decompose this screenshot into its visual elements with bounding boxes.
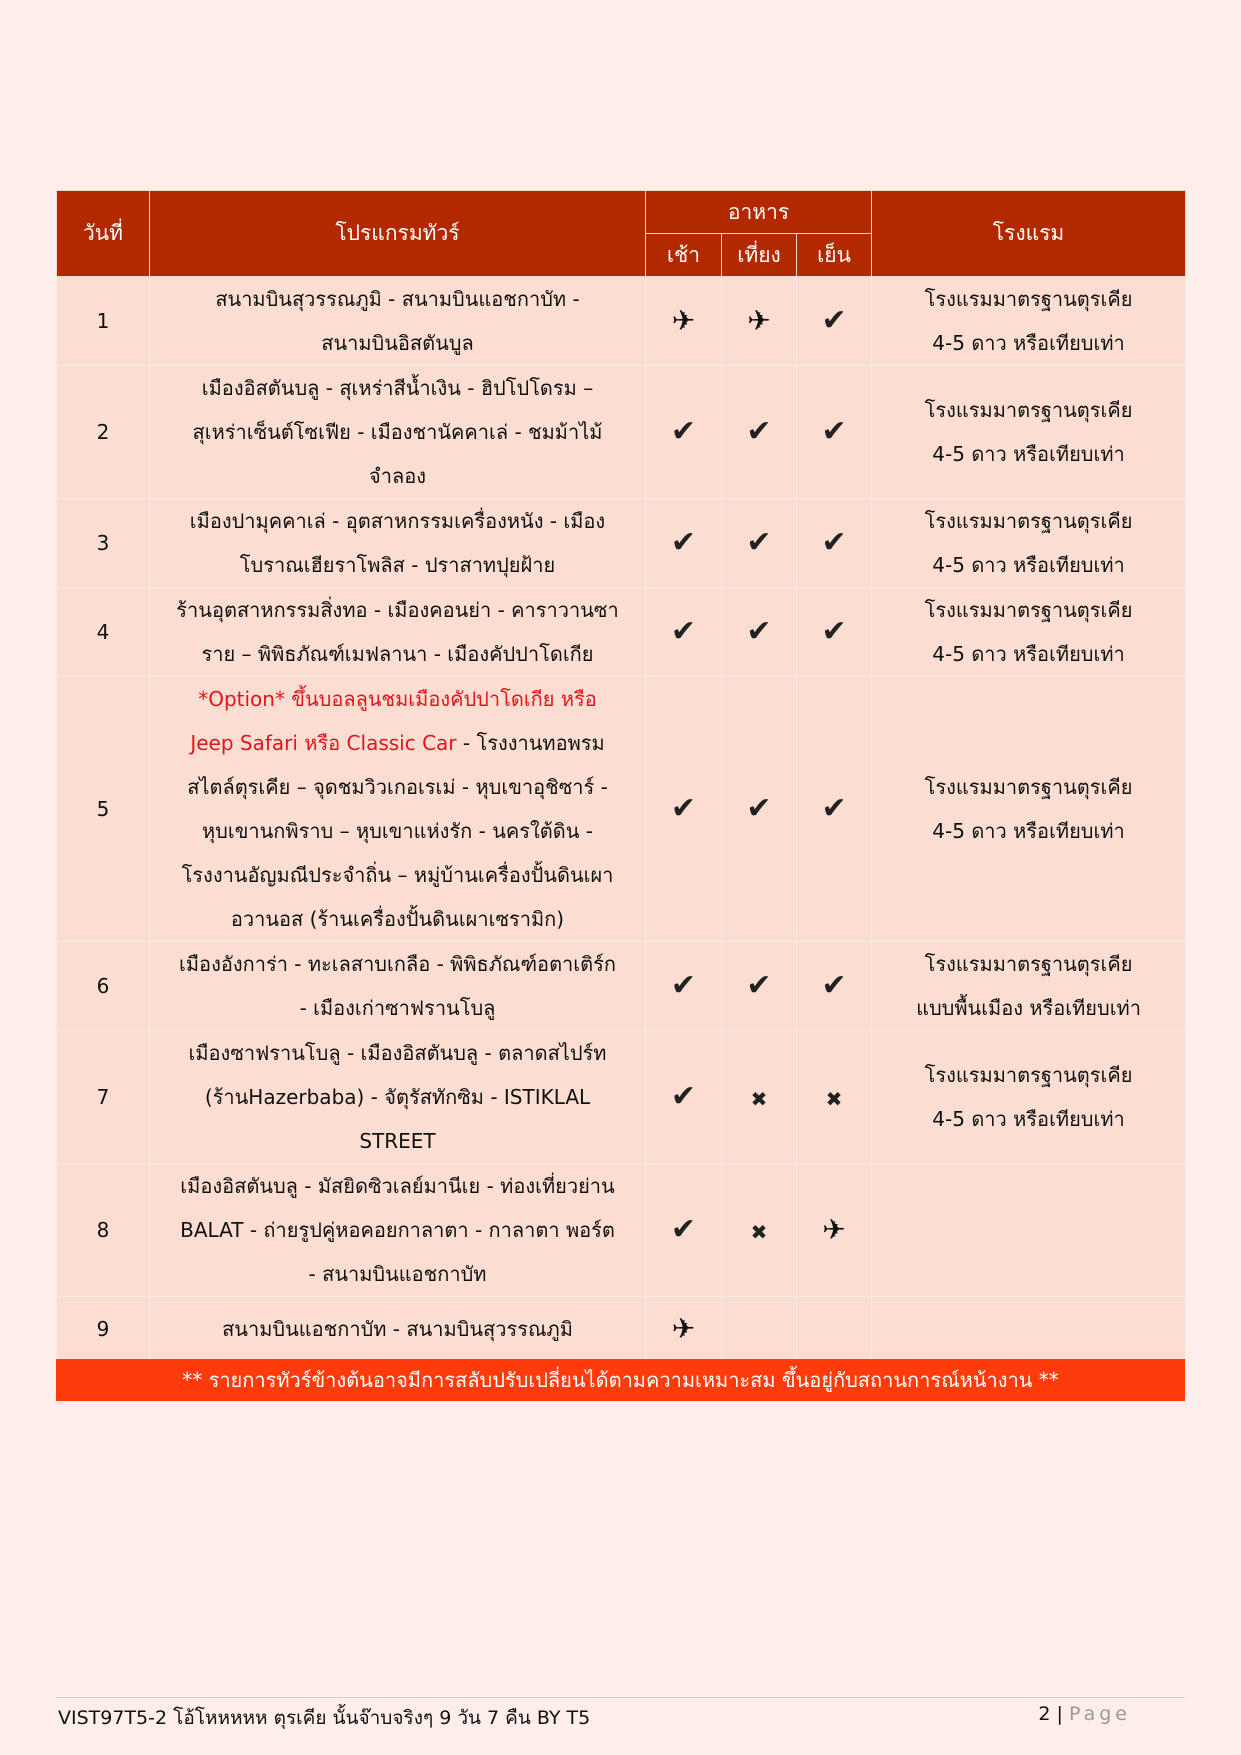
cross-icon: ✖ [750,1220,768,1244]
day-number: 6 [57,942,150,1031]
check-icon: ✔ [670,791,697,826]
check-icon: ✔ [821,525,847,560]
table-row [57,1164,1186,1297]
program-line: เมืองอิสตันบลู - สุเหร่าสีน้ำเงิน - ฮิปโปโดรม – [201,376,594,400]
hotel-line: 4-5 ดาว หรือเทียบเท่า [932,442,1125,466]
meal-dinner [797,277,872,366]
table-row [57,588,1186,677]
meal-lunch [722,277,797,366]
check-icon: ✔ [746,968,772,1003]
hotel-line: โรงแรมมาตรฐานตุรเคีย [924,775,1133,799]
header-dinner: เย็น [797,234,872,277]
day-number: 9 [57,1297,150,1361]
option-text: Jeep Safari หรือ Classic Car [190,731,457,755]
meal-lunch [722,1164,797,1297]
page-number: 2 [1038,1703,1051,1725]
program-cell [150,1164,646,1297]
meal-lunch [722,588,797,677]
check-icon: ✔ [821,414,847,449]
header-breakfast: เช้า [646,234,722,277]
program-line: โรงงานอัญมณีประจำถิ่น – หมู่บ้านเครื่องปั้นดินเผา [181,863,614,887]
header-hotel: โรงแรม [872,191,1186,277]
header-program: โปรแกรมทัวร์ [150,191,646,277]
check-icon: ✔ [821,968,847,1003]
day-number: 3 [57,499,150,588]
table-row [57,677,1186,942]
program-line: โบราณเฮียราโพลิส - ปราสาทปุยฝ้าย [239,553,556,577]
check-icon: ✔ [670,968,697,1003]
cross-icon: ✖ [750,1087,768,1111]
meal-dinner [797,1031,872,1164]
day-number: 5 [57,677,150,942]
program-line: - เมืองเก่าซาฟรานโบลู [299,996,496,1020]
meal-lunch [722,942,797,1031]
program-cell [150,1031,646,1164]
meal-lunch [722,1031,797,1164]
day-number: 1 [57,277,150,366]
meal-breakfast [646,942,722,1031]
program-line: สไตล์ตุรเคีย – จุดชมวิวเกอเรเม่ - หุบเขาอุชิซาร์ - [187,775,608,799]
hotel-cell [872,942,1186,1031]
meal-dinner [797,1297,872,1361]
hotel-line: 4-5 ดาว หรือเทียบเท่า [932,819,1125,843]
hotel-line: โรงแรมมาตรฐานตุรเคีย [924,1063,1133,1087]
header-day: วันที่ [57,191,150,277]
program-text: - โรงงานทอพรม [456,731,605,755]
program-cell [150,588,646,677]
check-icon: ✔ [746,791,772,826]
program-line: (ร้านHazerbaba) - จัตุรัสทักซิม - ISTIKLAL [204,1085,591,1109]
page-indicator [1038,1703,1131,1725]
program-line: สนามบินสุวรรณภูมิ - สนามบินแอชกาบัท - [215,287,580,311]
cross-icon: ✖ [825,1087,843,1111]
hotel-cell [872,366,1186,499]
check-icon: ✔ [821,614,847,649]
meal-dinner [797,677,872,942]
check-icon: ✔ [670,525,697,560]
day-number: 2 [57,366,150,499]
day-number: 7 [57,1031,150,1164]
hotel-line: โรงแรมมาตรฐานตุรเคีย [924,598,1133,622]
plane-icon: ✈ [671,304,696,337]
table-row [57,277,1186,366]
check-icon: ✔ [746,525,772,560]
program-line: เมืองอังการ่า - ทะเลสาบเกลือ - พิพิธภัณฑ์อตาเติร์ก [179,952,616,976]
program-line: สนามบินอิสตันบูล [321,331,474,355]
hotel-cell [872,499,1186,588]
check-icon: ✔ [670,614,697,649]
day-number: 8 [57,1164,150,1297]
check-icon: ✔ [670,1079,697,1114]
plane-icon: ✈ [747,304,771,337]
program-cell [150,366,646,499]
program-line: สนามบินแอชกาบัท - สนามบินสุวรรณภูมิ [222,1316,573,1341]
meal-breakfast [646,366,722,499]
meal-breakfast [646,277,722,366]
program-line: STREET [359,1129,436,1153]
hotel-cell [872,1164,1186,1297]
option-text: *Option* ขึ้นบอลลูนชมเมืองคัปปาโดเกีย หรือ [198,687,597,711]
page-label: Page [1069,1703,1131,1725]
program-line [160,721,635,765]
hotel-line: โรงแรมมาตรฐานตุรเคีย [924,398,1133,422]
program-line: เมืองปามุคคาเล่ - อุตสาหกรรมเครื่องหนัง - เมือง [189,509,606,533]
meal-dinner [797,588,872,677]
program-line: ราย – พิพิธภัณฑ์เมฟลานา - เมืองคัปปาโดเกีย [201,642,594,666]
check-icon: ✔ [821,303,847,338]
hotel-cell [872,588,1186,677]
program-line: เมืองซาฟรานโบลู - เมืองอิสตันบลู - ตลาดสไปร์ท [188,1041,607,1065]
program-line: อวานอส (ร้านเครื่องปั้นดินเผาเซรามิก) [230,907,565,931]
program-cell [150,942,646,1031]
program-line: เมืองอิสตันบลู - มัสยิดซิวเลย์มานีเย - ท่องเที่ยวย่าน [180,1174,615,1198]
hotel-line: โรงแรมมาตรฐานตุรเคีย [924,287,1133,311]
meal-dinner [797,366,872,499]
program-cell [150,277,646,366]
hotel-line: 4-5 ดาว หรือเทียบเท่า [932,553,1125,577]
notice-bar: ** รายการทัวร์ข้างต้นอาจมีการสลับปรับเปลี่ยนได้ตามความเหมาะสม ขึ้นอยู่กับสถานการณ์หน้างาน ** [56,1359,1185,1401]
table-row [57,1031,1186,1164]
meal-breakfast [646,1164,722,1297]
header-meals: อาหาร [646,191,872,234]
check-icon: ✔ [821,791,847,826]
meal-lunch [722,1297,797,1361]
check-icon: ✔ [746,614,772,649]
hotel-line: โรงแรมมาตรฐานตุรเคีย [924,952,1133,976]
hotel-cell [872,1297,1186,1361]
meal-lunch [722,366,797,499]
day-number: 4 [57,588,150,677]
meal-breakfast [646,1297,722,1361]
meal-dinner [797,1164,872,1297]
program-line: ร้านอุตสาหกรรมสิ่งทอ - เมืองคอนย่า - คาราวานซา [176,598,619,622]
meal-lunch [722,677,797,942]
hotel-line: 4-5 ดาว หรือเทียบเท่า [932,642,1125,666]
program-cell [150,499,646,588]
table-row [57,499,1186,588]
program-cell [150,677,646,942]
meal-breakfast [646,588,722,677]
table-row [57,942,1186,1031]
hotel-line: 4-5 ดาว หรือเทียบเท่า [932,1107,1125,1131]
hotel-cell [872,277,1186,366]
program-line: - สนามบินแอชกาบัท [308,1262,487,1286]
meal-breakfast [646,1031,722,1164]
itinerary-table [56,190,1186,1361]
meal-breakfast [646,677,722,942]
hotel-cell [872,677,1186,942]
footer-title: VIST97T5-2 โอ้โหหหหห ตุรเคีย นั้นจ๊าบจริงๆ 9 วัน 7 คืน BY T5 [58,1707,591,1729]
page-separator: | [1056,1703,1063,1725]
table-row [57,1297,1186,1361]
hotel-line: โรงแรมมาตรฐานตุรเคีย [924,509,1133,533]
program-cell [150,1297,646,1361]
hotel-line: แบบพื้นเมือง หรือเทียบเท่า [916,996,1141,1020]
header-lunch: เที่ยง [722,234,797,277]
hotel-cell [872,1031,1186,1164]
check-icon: ✔ [670,414,697,449]
check-icon: ✔ [746,414,772,449]
plane-icon: ✈ [822,1213,846,1246]
footer-divider [56,1697,1185,1698]
hotel-line: 4-5 ดาว หรือเทียบเท่า [932,331,1125,355]
meal-dinner [797,942,872,1031]
table-row [57,366,1186,499]
program-line: สุเหร่าเซ็นต์โซเฟีย - เมืองชานัคคาเล่ - ชมม้าไม้ [192,420,603,444]
meal-lunch [722,499,797,588]
meal-dinner [797,499,872,588]
plane-icon: ✈ [671,1311,696,1345]
program-line: หุบเขานกพิราบ – หุบเขาแห่งรัก - นครใต้ดิน - [202,819,593,843]
program-line: BALAT - ถ่ายรูปคู่หอคอยกาลาตา - กาลาตา พอร์ต [180,1218,615,1242]
check-icon: ✔ [670,1212,697,1247]
program-line: จำลอง [369,464,426,488]
meal-breakfast [646,499,722,588]
itinerary-body [57,277,1186,1361]
